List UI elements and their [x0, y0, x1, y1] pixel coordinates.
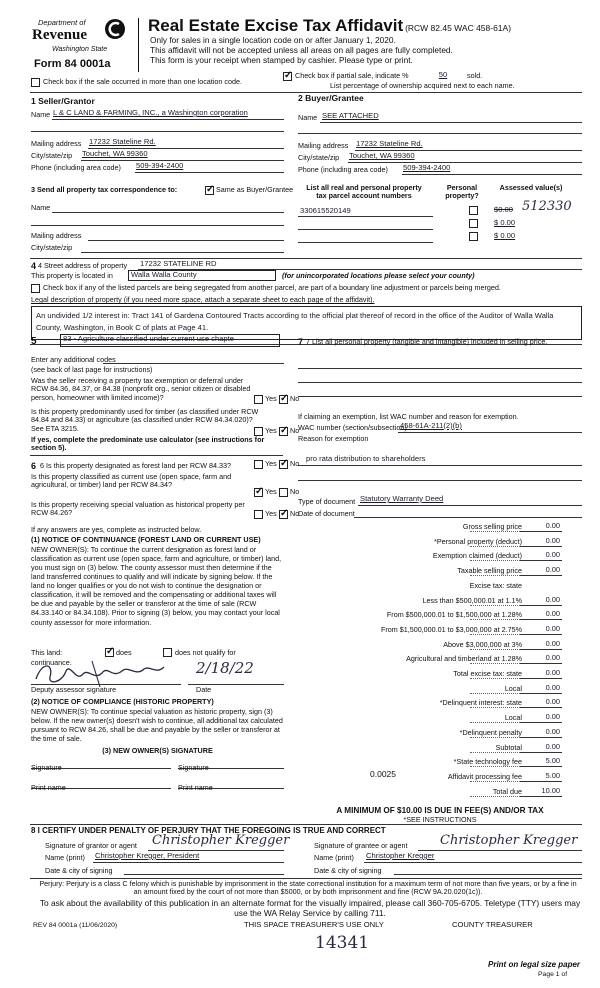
calc-row-amount-line [520, 678, 562, 679]
personal-property-checkbox-1[interactable] [469, 206, 478, 215]
exemption-yes-checkbox[interactable] [254, 395, 263, 404]
street-address-field[interactable]: 17232 STATELINE RD [140, 259, 217, 268]
calc-row-amount[interactable]: 10.00 [541, 786, 560, 795]
exemption-claim-label: If claiming an exemption, list WAC number and reason for exemption. [298, 412, 519, 421]
calc-row-leader [470, 796, 520, 797]
seller-mailing-label: Mailing address [31, 139, 82, 148]
calc-row-amount[interactable]: 5.00 [545, 756, 560, 765]
wac-number-label: WAC number (section/subsection) [298, 423, 407, 432]
partial-sale-label: Check box if partial sale, indicate % [295, 71, 409, 80]
see-back-note: (see back of last page for instructions) [31, 365, 153, 374]
corr-city-line [81, 252, 284, 253]
legal-size-note: Print on legal size paper [488, 960, 581, 969]
personal-property-line-1 [298, 368, 582, 369]
minimum-due-note: A MINIMUM OF $10.00 IS DUE IN FEE(S) AND/OR TAX [336, 806, 544, 815]
timber-question: Is this property predominantly used for timber (as classified under RCW 84.84 and 84.33) or agriculture (as classified under RCW 84.34.020)? See ETA 3215. [31, 407, 259, 433]
partial-sale-suffix: sold. [467, 71, 483, 80]
calc-row-label: Gross selling price [462, 522, 522, 531]
forest-yes-checkbox[interactable] [254, 460, 263, 469]
grantor-date-label: Date & city of signing [45, 866, 113, 875]
forest-question: 6 [31, 461, 37, 471]
calc-row-amount[interactable]: 0.00 [545, 565, 560, 574]
assessed-value-2[interactable]: $ 0.00 [494, 218, 516, 227]
personal-col-header: Personal property? [445, 183, 479, 201]
form-title-ref: (RCW 82.45 WAC 458-61A) [405, 23, 512, 33]
deputy-signature-date: 2/18/22 [196, 659, 254, 677]
buyer-mailing-label: Mailing address [298, 141, 349, 150]
parcel-line-2 [298, 229, 433, 230]
street-label-row: 4 [31, 261, 37, 271]
certify-heading: 8 I CERTIFY UNDER PENALTY OF PERJURY THAT THE FOREGOING IS TRUE AND CORRECT [31, 826, 386, 835]
calc-row-amount-line [520, 737, 562, 738]
timber-no-checkbox[interactable] [279, 427, 288, 436]
section7-heading: 7 List all personal property (tangible and intangible) included in selling price. [306, 337, 548, 346]
calc-row-amount[interactable]: 0.00 [545, 742, 560, 751]
dor-logo [30, 16, 130, 56]
calc-row-amount[interactable]: 0.00 [545, 653, 560, 662]
calc-row-amount[interactable]: 0.00 [545, 697, 560, 706]
does-not-qualify-label: does not qualify for [175, 648, 236, 657]
seller-phone-field[interactable]: 509-394-2400 [136, 161, 184, 170]
calc-row-label: From $1,500,000.01 to $3,000,000 at 2.75% [380, 625, 522, 634]
calc-row-amount[interactable]: 5.00 [545, 771, 560, 780]
buyer-name-label: Name [298, 113, 318, 122]
timber-no-label: No [290, 426, 300, 435]
partial-sale-note: List percentage of ownership acquired next to each name. [330, 81, 515, 90]
additional-codes-label: Enter any additional codes [31, 355, 116, 364]
print-name-label-2: Print name [178, 783, 213, 792]
buyer-phone-line [402, 174, 582, 175]
seller-name-line [52, 119, 284, 120]
seller-phone-label: Phone (including area code) [31, 163, 121, 172]
buyer-city-label: City/state/zip [298, 153, 340, 162]
current-use-yes-label: Yes [265, 487, 277, 496]
same-as-buyer-checkbox[interactable] [205, 186, 214, 195]
calc-row-amount-line [520, 619, 562, 620]
multi-location-label: Check box if the sale occurred in more than one location code. [43, 77, 242, 86]
calc-row-label: Agricultural and timberland at 1.28% [406, 654, 522, 663]
header-divider [138, 18, 139, 72]
local-rate: 0.0025 [370, 769, 396, 779]
new-owner-signature-heading: (3) NEW OWNER(S) SIGNATURE [102, 746, 213, 755]
calc-row-amount[interactable]: 0.00 [545, 668, 560, 677]
calc-row-amount-line [520, 649, 562, 650]
seller-city-label: City/state/zip [31, 151, 73, 160]
wac-number-field[interactable]: 458-61A-211(2)(b) [400, 421, 462, 430]
corr-city-label: City/state/zip [31, 243, 73, 252]
calc-row-leader [470, 575, 520, 576]
notice2-title: (2) NOTICE OF COMPLIANCE (HISTORIC PROPERTY) [31, 697, 214, 706]
historic-no-label: No [290, 509, 300, 518]
multi-location-checkbox[interactable] [31, 78, 40, 87]
divider [30, 455, 283, 456]
calc-row-label: Local [504, 684, 522, 693]
timber-note: If yes, complete the predominate use calculator (see instructions for section 5). [31, 435, 265, 453]
see-instructions-note: *SEE INSTRUCTIONS [403, 815, 477, 824]
parcel-col-header: List all real and personal property tax parcel account numbers [306, 183, 422, 201]
forest-question-text: 6 Is this property designated as forest land per RCW 84.33? [40, 461, 231, 470]
grantor-signature-label: Signature of grantor or agent [45, 841, 137, 850]
assessed-value-handwritten: 512330 [522, 199, 572, 214]
seller-name-label: Name [31, 110, 51, 119]
calc-row-leader [470, 693, 520, 694]
calc-row-leader [470, 781, 520, 782]
buyer-name-field[interactable]: SEE ATTACHED [322, 111, 379, 120]
doc-type-line [358, 505, 582, 506]
historic-yes-checkbox[interactable] [254, 510, 263, 519]
corr-name-label: Name [31, 203, 51, 212]
personal-property-line-2 [298, 382, 582, 383]
calc-row-amount-line [520, 707, 562, 708]
buyer-mailing-field[interactable]: 17232 Stateline Rd. [356, 139, 423, 148]
divider [30, 824, 582, 825]
alt-format-notice: To ask about the availability of this publication in an alternate format for the visually impaired, please call 360-705-6705. Teletype (TTY) users may use the WA Relay Service by calling 711. [39, 898, 581, 918]
current-use-question: Is this property classified as current use (open space, farm and agricultural, or timber) land per RCW 84.34? [31, 472, 232, 490]
grantor-signature: Christopher Kregger [152, 833, 290, 848]
calc-row-amount-line [520, 605, 562, 606]
corr-name-line [52, 212, 284, 213]
dor-swirl-icon [104, 18, 126, 40]
calc-row-leader [470, 663, 520, 664]
buyer-name-line [320, 122, 582, 123]
legal-description-label: Legal description of property (if you need more space, attach a separate sheet to each page of the affidavit). [31, 295, 375, 304]
calc-row-amount[interactable]: 0.00 [545, 727, 560, 736]
historic-question: Is this property receiving special valuation as historical property per RCW 84.26? [31, 500, 245, 518]
forest-yes-label: Yes [265, 459, 277, 468]
calc-row-leader [470, 634, 520, 635]
located-in-label: This property is located in [31, 271, 113, 280]
exemption-question: Was the seller receiving a property tax exemption or deferral under RCW 84.36, 84.37, or 84.38 (nonprofit org., senior citizen or disabled person, homeowner with limited income)? [31, 376, 251, 402]
grantee-name-label: Name (print) [314, 853, 354, 862]
calc-row-label: *Delinquent penalty [459, 728, 522, 737]
buyer-phone-label: Phone (including area code) [298, 165, 388, 174]
calc-row-leader [470, 737, 520, 738]
grantee-date-line [394, 874, 582, 875]
exemption-no-checkbox[interactable] [279, 395, 288, 404]
assessed-col-header: Assessed value(s) [499, 183, 563, 192]
boundary-checkbox[interactable] [31, 284, 40, 293]
grantee-signature-line [418, 850, 582, 851]
does-not-qualify-checkbox[interactable] [163, 648, 172, 657]
reason-line-2 [298, 480, 582, 481]
calc-row-label: From $500,000.01 to $1,500,000 at 1.28% [386, 610, 522, 619]
personal-property-line-3 [298, 396, 582, 397]
calc-row-leader [470, 722, 520, 723]
does-qualify-checkbox[interactable] [105, 648, 114, 657]
calc-row-leader [470, 619, 520, 620]
calc-row-amount[interactable]: 0.00 [545, 683, 560, 692]
reason-exemption-field[interactable]: pro rata distribution to shareholders [306, 454, 426, 463]
seller-phone-line [135, 172, 284, 173]
divider [30, 258, 582, 259]
buyer-heading: 2 Buyer/Grantee [298, 93, 364, 103]
section7-number: 7 [298, 337, 304, 347]
exemption-yes-label: Yes [265, 394, 277, 403]
deputy-date-label: Date [196, 685, 212, 694]
perjury-notice: Perjury: Perjury is a class C felony which is punishable by imprisonment in the state correctional institution for a maximum term of not more than five years, or by a fine in an amount fixed by the court of not more than $5000, or by both imprisonment and fine (RCW 9A.20.020(1c)). [39, 879, 577, 897]
calc-row-label: Affidavit processing fee [447, 772, 522, 781]
corr-mailing-label: Mailing address [31, 231, 82, 240]
calc-row-label: Local [504, 713, 522, 722]
buyer-city-line [348, 162, 582, 163]
section3-heading-row [31, 186, 177, 194]
calc-row-amount-line [520, 722, 562, 723]
grantor-name-line [93, 862, 284, 863]
forest-no-checkbox[interactable] [279, 460, 288, 469]
calc-row-amount-line [520, 752, 562, 753]
page-number: Page 1 of [538, 971, 568, 978]
seller-blank-line [31, 131, 284, 132]
section5-number: 5 [31, 336, 37, 347]
legal-description-field[interactable]: An undivided 1/2 interest in: Tract 141 of Gardena Contoured Tracts according to the official plat thereof of record in the office of the Auditor of Walla Walla County, Washington, in Book C of plats at Page 41. [31, 306, 582, 340]
calc-row-leader [470, 752, 520, 753]
grantee-name-field[interactable]: Christopher Kregger [366, 851, 435, 860]
additional-codes-line [103, 363, 284, 364]
doc-type-label: Type of document [298, 497, 356, 506]
calc-row-leader [470, 605, 520, 606]
signature-label-1: Signature [31, 763, 62, 772]
calc-row-leader [470, 531, 520, 532]
seller-mailing-field[interactable]: 17232 Stateline Rd. [89, 137, 156, 146]
grantee-signature: Christopher Kregger [440, 833, 578, 848]
reason-line-1 [298, 465, 582, 466]
current-use-no-checkbox[interactable] [279, 488, 288, 497]
calc-row-label: *Delinquent interest: state [439, 698, 522, 707]
parcel-number-1[interactable]: 330615520149 [300, 206, 351, 215]
calc-row-amount-line [520, 781, 562, 782]
use-code-select[interactable]: 83 - Agriculture classified under current use chapte [60, 334, 280, 347]
calc-row-label: Subtotal [495, 743, 522, 752]
notice1-title: (1) NOTICE OF CONTINUANCE (FOREST LAND OR CURRENT USE) [31, 535, 261, 544]
calc-row-amount-line [520, 634, 562, 635]
reason-exemption-label: Reason for exemption [298, 434, 369, 443]
calc-row-amount[interactable]: 0.00 [545, 536, 560, 545]
calc-row-amount[interactable]: 0.00 [545, 624, 560, 633]
notice1-body: NEW OWNER(S): To continue the current designation as forest land or classification as current use (open space, farm and agriculture, or timber) land, you must sign on (3) below. The county assessor must then determine if the land transferred continues to qualify and will indicate by signing below. If the land no longer qualifies or you do not wish to continue the designation or classification, it will be removed and the compensating or additional taxes will be due and payable by the seller or transferor at the time of sale (RCW 84.33.140 or 84.34.108). Prior to signing (3) below, you may contact your local county assessor for more information. [31, 545, 282, 627]
calc-row-amount[interactable]: 0.00 [545, 639, 560, 648]
calc-row-amount[interactable]: 0.00 [545, 550, 560, 559]
calc-row-amount-line [520, 575, 562, 576]
assessed-value-1[interactable]: $0.00 [494, 205, 514, 214]
doc-type-field[interactable]: Statutory Warranty Deed [360, 494, 444, 503]
seller-city-field[interactable]: Touchet, WA 99360 [82, 149, 148, 158]
personal-property-checkbox-3[interactable] [469, 232, 478, 241]
grantor-name-label: Name (print) [45, 853, 85, 862]
calc-row-label: Less than $500,000.01 at 1.1% [422, 596, 522, 605]
print-name-label-1: Print name [31, 783, 66, 792]
historic-yes-label: Yes [265, 509, 277, 518]
form-title-block [148, 16, 588, 36]
calc-row-leader [470, 678, 520, 679]
grantee-date-label: Date & city of signing [314, 866, 382, 875]
personal-property-checkbox-2[interactable] [469, 219, 478, 228]
county-treasurer-label: COUNTY TREASURER [452, 920, 533, 929]
partial-sale-checkbox[interactable] [283, 72, 292, 81]
calc-row-leader [470, 649, 520, 650]
form-number: Form 84 0001a [34, 58, 111, 70]
calc-row-amount[interactable]: 0.00 [545, 712, 560, 721]
calc-row-label: Excise tax: state [469, 581, 522, 590]
header-line-2: This affidavit will not be accepted unless all areas on all pages are fully completed. [150, 45, 453, 55]
calc-row-amount[interactable]: 0.00 [545, 521, 560, 530]
same-as-buyer-label: Same as Buyer/Grantee [216, 185, 294, 194]
section3-heading: 3 Send all property tax correspondence to: [31, 185, 178, 194]
wac-number-line [398, 432, 582, 433]
boundary-label: Check box if any of the listed parcels are being segregated from another parcel, are part of a boundary line adjustment or parcels being merged. [43, 283, 501, 292]
located-note: (for unincorporated locations please select your county) [282, 271, 475, 280]
assessed-value-3[interactable]: $ 0.00 [494, 231, 516, 240]
calc-row-amount[interactable]: 0.00 [545, 609, 560, 618]
calc-row-label: Taxable selling price [457, 566, 522, 575]
buyer-blank-line [298, 133, 582, 134]
grantee-name-line [364, 862, 582, 863]
buyer-phone-field[interactable]: 509-394-2400 [403, 163, 451, 172]
calc-row-label: Exemption claimed (deduct) [432, 551, 522, 560]
treasurer-stamp-number: 14341 [315, 933, 370, 953]
calc-row-leader [470, 560, 520, 561]
calc-row-amount-line [520, 560, 562, 561]
this-land-label: This land: [31, 648, 63, 657]
calc-row-amount-line [520, 766, 562, 767]
calc-row-amount-line [520, 796, 562, 797]
partial-sale-percent[interactable]: 50 [438, 70, 448, 79]
continuance-label: continuance. [31, 658, 72, 667]
calc-row-label: Total due [492, 787, 522, 796]
forest-no-label: No [290, 459, 300, 468]
calc-row-label: *State technology fee [453, 757, 522, 766]
dept-of-text: Department of [38, 18, 86, 27]
seller-heading: 1 Seller/Grantor [31, 96, 95, 106]
parcel-line-3 [298, 242, 433, 243]
revision-number: REV 84 0001a (11/06/2020) [33, 922, 118, 929]
calc-row-leader [470, 546, 520, 547]
doc-date-line [354, 517, 582, 518]
calc-row-amount-line [520, 531, 562, 532]
calc-row-label: Above $3,000,000 at 3% [443, 640, 522, 649]
county-select[interactable]: Walla Walla County [128, 270, 276, 281]
calc-row-leader [470, 766, 520, 767]
calc-row-label: Total excise tax: state [453, 669, 522, 678]
does-qualify-label: does [116, 648, 132, 657]
deputy-signature-label: Deputy assessor signature [31, 685, 117, 694]
buyer-city-field[interactable]: Touchet, WA 99360 [349, 151, 415, 160]
parcel-line-1 [298, 216, 433, 217]
calc-row-amount[interactable]: 0.00 [545, 595, 560, 604]
washington-state-text: Washington State [52, 46, 108, 53]
signature-label-2: Signature [178, 763, 209, 772]
timber-yes-label: Yes [265, 426, 277, 435]
calc-row-amount-line [520, 663, 562, 664]
doc-date-label: Date of document [298, 509, 355, 518]
calc-row-label: *Personal property (deduct) [434, 537, 522, 546]
corr-mailing-line [88, 240, 284, 241]
grantor-name-field[interactable]: Christopher Kregger, President [95, 851, 200, 860]
calc-row-leader [470, 707, 520, 708]
current-use-yes-checkbox[interactable] [254, 488, 263, 497]
header-line-3: This form is your receipt when stamped by cashier. Please type or print. [150, 55, 413, 65]
historic-no-checkbox[interactable] [279, 510, 288, 519]
corr-blank-line [31, 225, 284, 226]
exemption-no-label: No [290, 394, 300, 403]
grantor-date-line [124, 874, 284, 875]
calc-row-amount-line [520, 693, 562, 694]
current-use-no-label: No [290, 487, 300, 496]
street-address-label: 4 Street address of property [38, 261, 128, 270]
grantee-signature-label: Signature of grantee or agent [314, 841, 408, 850]
form-title: Real Estate Excise Tax Affidavit [148, 16, 404, 35]
treasurer-use-label: THIS SPACE TREASURER'S USE ONLY [244, 920, 384, 929]
header-line-1: Only for sales in a single location code on or after January 1, 2020. [150, 35, 396, 45]
answers-note: If any answers are yes, complete as instructed below. [31, 525, 202, 534]
revenue-text: Revenue [32, 27, 87, 43]
seller-name-field[interactable]: L & C LAND & FARMING, INC., a Washington corporation [53, 108, 248, 117]
notice2-body: NEW OWNER(S): To continue special valuation as historic property, sign (3) below. If the new owner(s) doesn't wish to continue, all additional tax calculated pursuant to RCW 84.26, shall be due and payable by the seller or transferor at the time of sale. [31, 707, 283, 744]
calc-row-amount-line [520, 546, 562, 547]
